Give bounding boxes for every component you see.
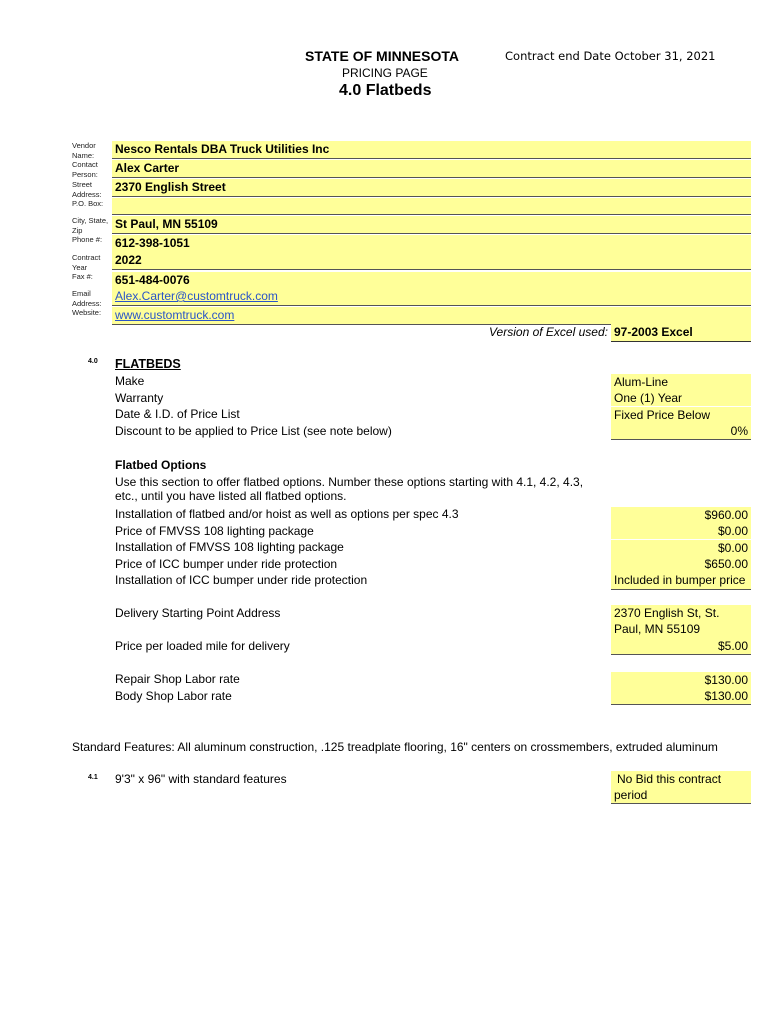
delivery-value-line-1: 2370 English St, St.	[614, 606, 720, 620]
price-list-value[interactable]: Fixed Price Below	[611, 407, 751, 423]
city-label: City, State, Zip	[72, 216, 109, 235]
item-value-line-1: No Bid this contract	[617, 772, 722, 786]
option-bumper-install-label: Installation of ICC bumper under ride protection	[115, 573, 368, 587]
city-state-zip-field[interactable]: St Paul, MN 55109	[112, 216, 751, 234]
contact-person-label: Contact Person:	[72, 160, 98, 179]
discount-label: Discount to be applied to Price List (see note below)	[115, 424, 392, 438]
fax-label: Fax #:	[72, 272, 93, 281]
discount-value[interactable]: 0%	[611, 423, 751, 440]
state-title: STATE OF MINNESOTA	[305, 48, 459, 64]
excel-version-label: Version of Excel used:	[489, 325, 608, 339]
contract-end-date: Contract end Date October 31, 2021	[505, 49, 716, 63]
body-label: Body Shop Labor rate	[115, 689, 232, 703]
option-lighting-install-label: Installation of FMVSS 108 lighting package	[115, 540, 344, 554]
repair-value[interactable]: $130.00	[611, 672, 751, 688]
warranty-label: Warranty	[115, 391, 164, 405]
website-label: Website:	[72, 308, 102, 317]
section-number: 4.0	[88, 358, 98, 365]
po-box-label: P.O. Box:	[72, 199, 104, 208]
price-list-label: Date & I.D. of Price List	[115, 407, 240, 421]
email-label: Email Address:	[72, 289, 102, 308]
item-value-line-2: period	[614, 788, 648, 802]
options-heading: Flatbed Options	[115, 458, 207, 472]
street-address-label: Street Address:	[72, 180, 102, 199]
excel-version-value[interactable]: 97-2003 Excel	[611, 324, 751, 342]
website-link[interactable]: www.customtruck.com	[112, 307, 751, 325]
option-lighting-price-label: Price of FMVSS 108 lighting package	[115, 524, 314, 538]
options-instructions-2: etc., until you have listed all flatbed options.	[115, 489, 347, 503]
email-link[interactable]: Alex.Carter@customtruck.com	[112, 288, 751, 306]
phone-field[interactable]: 612-398-1051	[112, 235, 751, 253]
street-address-field[interactable]: 2370 English Street	[112, 179, 751, 197]
delivery-value[interactable]	[611, 605, 751, 638]
option-bumper-price-label: Price of ICC bumper under ride protection	[115, 557, 338, 571]
po-box-field[interactable]	[112, 198, 751, 215]
mile-value[interactable]: $5.00	[611, 638, 751, 655]
delivery-value-line-2: Paul, MN 55109	[614, 622, 701, 636]
fax-field[interactable]: 651-484-0076	[112, 272, 751, 290]
item-number: 4.1	[88, 774, 98, 781]
vendor-name-label: Vendor Name:	[72, 141, 96, 160]
option-lighting-install-value[interactable]: $0.00	[611, 540, 751, 556]
delivery-label: Delivery Starting Point Address	[115, 606, 281, 620]
options-instructions-1: Use this section to offer flatbed options. Number these options starting with 4.1, 4.2, 4.3,	[115, 475, 584, 489]
warranty-value[interactable]: One (1) Year	[611, 390, 751, 406]
option-bumper-install-value[interactable]: Included in bumper price	[611, 572, 751, 590]
flatbeds-heading: FLATBEDS	[115, 357, 181, 371]
pricing-page-label: PRICING PAGE	[342, 66, 428, 80]
body-value[interactable]: $130.00	[611, 688, 751, 705]
item-value[interactable]	[611, 771, 751, 804]
item-label: 9'3" x 96" with standard features	[115, 772, 287, 786]
repair-label: Repair Shop Labor rate	[115, 672, 240, 686]
option-install-value[interactable]: $960.00	[611, 507, 751, 523]
contract-year-field[interactable]: 2022	[112, 252, 751, 270]
option-install-label: Installation of flatbed and/or hoist as well as options per spec 4.3	[115, 507, 459, 521]
contract-year-label: Contract Year	[72, 253, 101, 272]
option-lighting-price-value[interactable]: $0.00	[611, 523, 751, 539]
make-value[interactable]: Alum-Line	[611, 374, 751, 390]
make-label: Make	[115, 374, 145, 388]
mile-label: Price per loaded mile for delivery	[115, 639, 290, 653]
option-bumper-price-value[interactable]: $650.00	[611, 556, 751, 572]
section-title: 4.0 Flatbeds	[339, 82, 432, 99]
vendor-name-field[interactable]: Nesco Rentals DBA Truck Utilities Inc	[112, 141, 751, 159]
phone-label: Phone #:	[72, 235, 103, 244]
contact-person-field[interactable]: Alex Carter	[112, 160, 751, 178]
standard-features: Standard Features: All aluminum construction, .125 treadplate flooring, 16" centers on crossmembers, extruded aluminum	[72, 740, 718, 754]
